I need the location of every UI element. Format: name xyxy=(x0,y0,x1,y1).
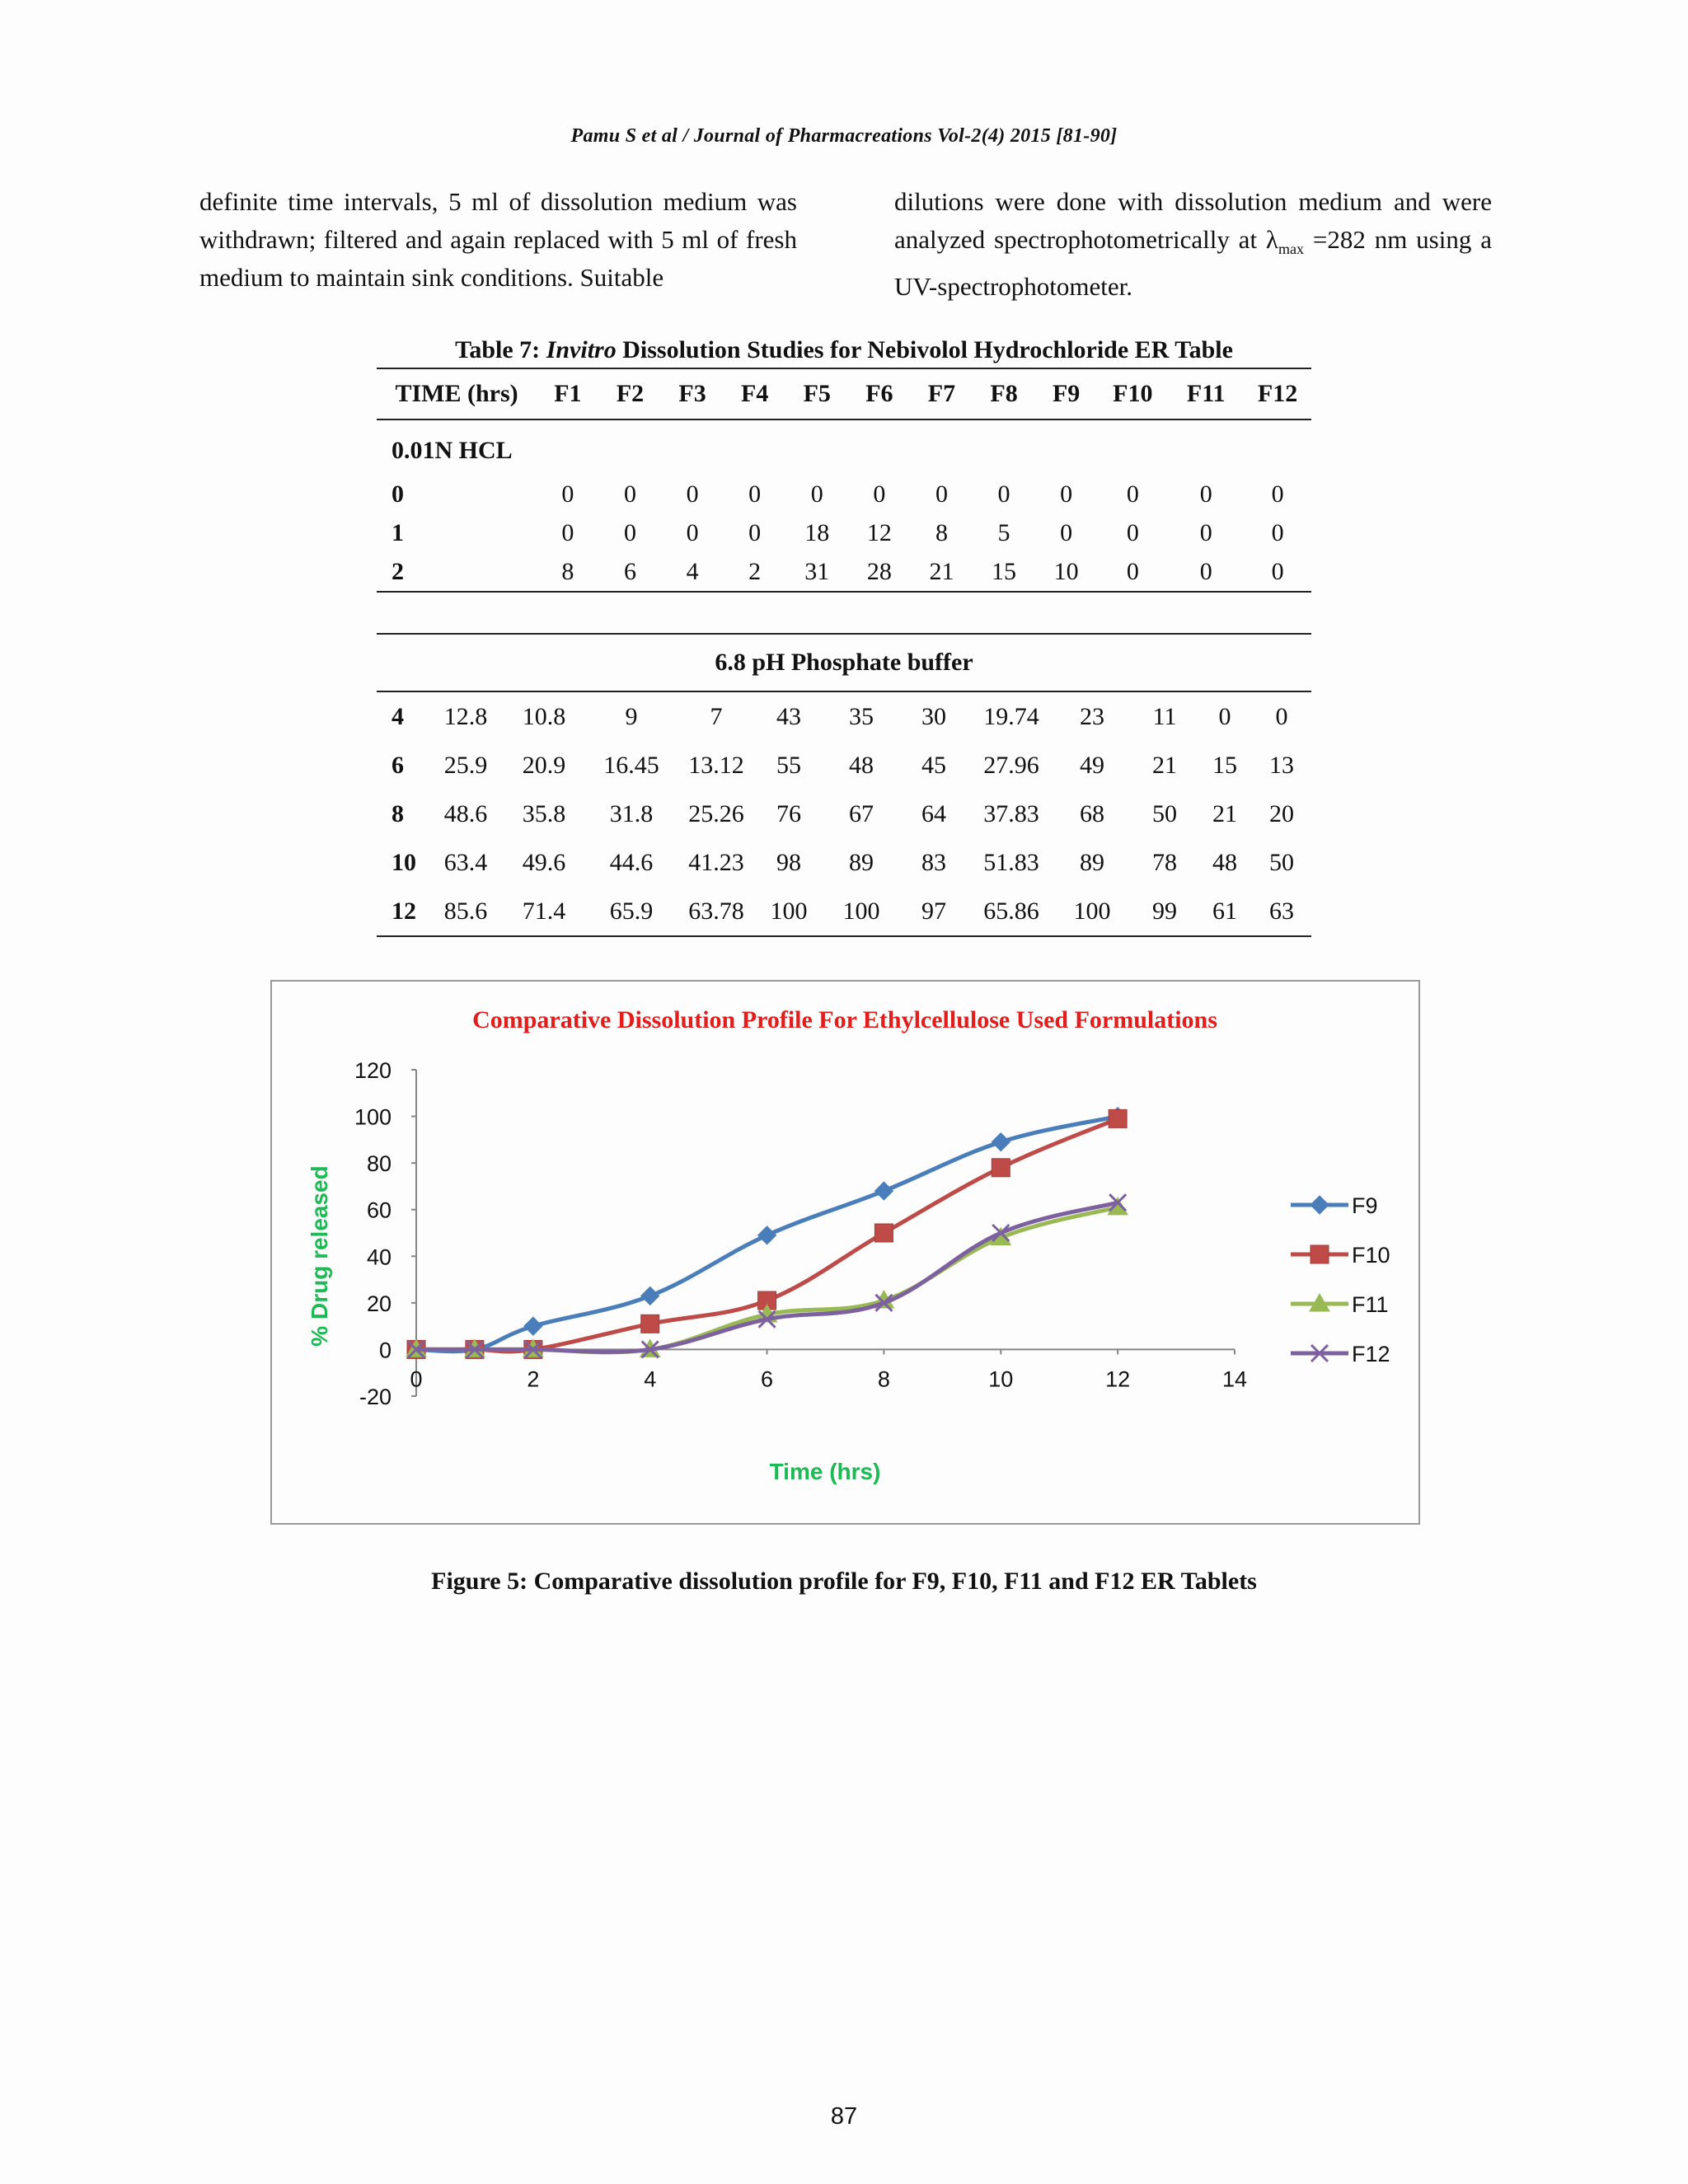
table-cell-value: 65.9 xyxy=(609,897,654,925)
y-tick-label: -20 xyxy=(359,1385,392,1409)
table-cell-value: 99 xyxy=(1152,897,1177,925)
table-cell-value: 0 xyxy=(1060,518,1073,546)
section-label-buffer: 6.8 pH Phosphate buffer xyxy=(377,634,1311,691)
chart-legend xyxy=(1291,1193,1390,1366)
table-header-f8: F8 xyxy=(973,368,1035,419)
table-cell-value: 67 xyxy=(849,799,874,827)
table-cell-value: 0 xyxy=(1271,518,1284,546)
table-cell-value: 15 xyxy=(1212,751,1237,779)
table-cell-value: 18 xyxy=(804,518,830,546)
legend-label-f12: F12 xyxy=(1352,1342,1390,1366)
x-tick-label: 8 xyxy=(877,1366,890,1392)
dissolution-line-chart xyxy=(272,982,1418,1523)
table-cell-value: 0 xyxy=(1218,702,1231,730)
x-tick-label: 6 xyxy=(761,1366,774,1392)
table-cell-value: 20.9 xyxy=(522,751,566,779)
table-row xyxy=(377,838,1311,887)
table-cell-value: 9 xyxy=(625,702,638,730)
chart-series-layer xyxy=(406,1108,1128,1359)
y-tick-label: 0 xyxy=(378,1338,392,1363)
data-point-f10 xyxy=(641,1315,659,1333)
table-cell-value: 44.6 xyxy=(609,848,654,876)
table-header-f10: F10 xyxy=(1097,368,1168,419)
y-tick-label: 60 xyxy=(366,1197,392,1223)
table-cell-value: 31 xyxy=(804,557,830,585)
legend-item-f12 xyxy=(1291,1342,1390,1366)
table-cell-value: 20 xyxy=(1269,799,1294,827)
table-cell-value: 0 xyxy=(997,480,1010,508)
table-cell-value: 6 xyxy=(623,557,636,585)
table-cell-value: 89 xyxy=(1080,848,1104,876)
legend-item-f10 xyxy=(1291,1243,1390,1268)
table-cell-value: 50 xyxy=(1152,799,1177,827)
table-cell-time: 4 xyxy=(392,702,404,730)
table-cell-value: 0 xyxy=(561,518,574,546)
table-title-rest: Dissolution Studies for Nebivolol Hydrochloride ER Table xyxy=(616,336,1233,363)
table-cell-value: 41.23 xyxy=(688,848,744,876)
table-cell-value: 25.26 xyxy=(688,799,744,827)
table-cell-value: 4 xyxy=(686,557,699,585)
table-cell-value: 55 xyxy=(776,751,801,779)
table-cell-value: 63 xyxy=(1269,897,1294,925)
lambda-max-subscript: max xyxy=(1278,241,1304,258)
table-cell-value: 78 xyxy=(1152,848,1177,876)
body-text-right-part2: =282 nm using a UV-spectrophotometer. xyxy=(894,225,1492,302)
table-cell-value: 68 xyxy=(1080,799,1104,827)
table-cell-value: 0 xyxy=(748,518,762,546)
table-cell-value: 11 xyxy=(1152,702,1177,730)
table-cell-value: 28 xyxy=(866,557,892,585)
table-cell-value: 21 xyxy=(929,557,954,585)
table-title-prefix: Table 7: xyxy=(455,336,546,363)
table-cell-value: 85.6 xyxy=(443,897,488,925)
table-cell-value: 21 xyxy=(1212,799,1237,827)
table-cell-value: 0 xyxy=(623,518,636,546)
x-tick-label: 2 xyxy=(527,1366,540,1392)
table-cell-value: 37.83 xyxy=(983,799,1039,827)
y-tick-label: 80 xyxy=(366,1151,392,1177)
x-tick-label: 14 xyxy=(1221,1366,1248,1392)
y-tick-label: 40 xyxy=(366,1244,392,1270)
legend-marker-f10 xyxy=(1311,1245,1329,1263)
body-paragraph-right xyxy=(894,183,1492,306)
table-cell-value: 12.8 xyxy=(443,702,488,730)
dissolution-table-buffer xyxy=(377,633,1311,937)
table-cell-value: 0 xyxy=(1126,480,1139,508)
legend-label-f11: F11 xyxy=(1352,1292,1389,1317)
table-header-f11: F11 xyxy=(1168,368,1244,419)
table-cell-value: 30 xyxy=(921,702,946,730)
table-header-f6: F6 xyxy=(848,368,911,419)
table-cell-value: 0 xyxy=(1060,480,1073,508)
table-cell-value: 65.86 xyxy=(983,897,1039,925)
table-cell-value: 89 xyxy=(849,848,874,876)
table-cell-value: 50 xyxy=(1269,848,1294,876)
y-axis-label: % Drug released xyxy=(307,1165,332,1347)
table-cell-value: 0 xyxy=(1126,518,1139,546)
table-cell-value: 63.4 xyxy=(443,848,488,876)
table-cell-value: 7 xyxy=(710,702,723,730)
table-cell-value: 5 xyxy=(997,518,1010,546)
table-cell-value: 0 xyxy=(1126,557,1139,585)
table-cell-value: 35.8 xyxy=(522,799,566,827)
table-cell-value: 0 xyxy=(1271,557,1284,585)
table-cell-value: 63.78 xyxy=(688,897,744,925)
table-cell-value: 0 xyxy=(1275,702,1288,730)
x-tick-label: 4 xyxy=(644,1366,657,1392)
table-cell-value: 49.6 xyxy=(522,848,566,876)
table-cell-value: 0 xyxy=(1199,480,1212,508)
table-cell-value: 31.8 xyxy=(609,799,654,827)
table-cell-value: 97 xyxy=(921,897,946,925)
table-cell-value: 49 xyxy=(1080,751,1104,779)
table-cell-time: 2 xyxy=(392,557,404,585)
section-label-acid: 0.01N HCL xyxy=(392,437,513,464)
data-point-f9 xyxy=(524,1317,542,1335)
table-cell-value: 43 xyxy=(776,702,801,730)
table-cell-value: 0 xyxy=(686,518,699,546)
table-cell-value: 0 xyxy=(1199,518,1212,546)
x-tick-label: 12 xyxy=(1105,1366,1131,1392)
table-cell-value: 23 xyxy=(1080,702,1104,730)
table-cell-value: 8 xyxy=(935,518,948,546)
table-cell-value: 100 xyxy=(1073,897,1111,925)
table-cell-value: 0 xyxy=(810,480,823,508)
table-cell-value: 35 xyxy=(849,702,874,730)
table-cell-value: 71.4 xyxy=(522,897,566,925)
x-tick-label: 10 xyxy=(988,1366,1014,1392)
table-header-time: TIME (hrs) xyxy=(377,368,537,419)
table-title xyxy=(0,336,1688,364)
data-point-f9 xyxy=(758,1226,776,1244)
data-point-f9 xyxy=(992,1133,1010,1151)
table-cell-value: 51.83 xyxy=(983,848,1039,876)
table-header-f9: F9 xyxy=(1035,368,1098,419)
table-cell-value: 13 xyxy=(1269,751,1294,779)
data-point-f10 xyxy=(874,1224,893,1242)
body-paragraph-left: definite time intervals, 5 ml of dissolution medium was withdrawn; filtered and again replaced with 5 ml of fresh medium to maintain sink conditions. Suitable xyxy=(199,187,797,292)
table-title-italic: Invitro xyxy=(546,336,617,363)
table-cell-time: 6 xyxy=(392,751,404,779)
body-text-right-column xyxy=(894,183,1492,306)
table-cell-value: 2 xyxy=(748,557,762,585)
legend-item-f11 xyxy=(1291,1292,1389,1317)
figure-caption: Figure 5: Comparative dissolution profile for F9, F10, F11 and F12 ER Tablets xyxy=(431,1568,1257,1595)
table-row xyxy=(377,741,1311,790)
table-cell-value: 0 xyxy=(623,480,636,508)
table-row xyxy=(377,790,1311,838)
table-cell-value: 0 xyxy=(1199,557,1212,585)
chart-title: Comparative Dissolution Profile For Ethylcellulose Used Formulations xyxy=(472,1006,1217,1033)
body-text-left-column xyxy=(199,183,797,297)
table-cell-value: 0 xyxy=(686,480,699,508)
table-cell-value: 13.12 xyxy=(688,751,744,779)
table-header-f3: F3 xyxy=(661,368,724,419)
table-row xyxy=(377,513,1311,552)
table-header-row xyxy=(377,368,1311,419)
table-cell-value: 0 xyxy=(748,480,762,508)
dissolution-chart-frame xyxy=(270,980,1420,1525)
journal-running-header: Pamu S et al / Journal of Pharmacreations Vol-2(4) 2015 [81-90] xyxy=(570,125,1118,147)
table-header-f5: F5 xyxy=(785,368,848,419)
section-row-buffer xyxy=(377,634,1311,691)
table-row xyxy=(377,887,1311,936)
legend-label-f10: F10 xyxy=(1352,1243,1390,1268)
table-cell-value: 48 xyxy=(1212,848,1237,876)
table-cell-value: 0 xyxy=(1271,480,1284,508)
x-axis-label: Time (hrs) xyxy=(769,1459,881,1484)
legend-label-f9: F9 xyxy=(1352,1193,1378,1218)
table-cell-value: 16.45 xyxy=(603,751,659,779)
table-cell-value: 48 xyxy=(849,751,874,779)
section-row-acid xyxy=(377,419,1311,475)
data-point-f9 xyxy=(874,1182,893,1200)
table-row xyxy=(377,475,1311,513)
table-cell-time: 12 xyxy=(392,897,416,925)
table-cell-time: 8 xyxy=(392,799,404,827)
table-cell-value: 12 xyxy=(866,518,892,546)
table-cell-value: 10.8 xyxy=(522,702,566,730)
y-tick-label: 20 xyxy=(366,1291,392,1316)
table-cell-value: 19.74 xyxy=(983,702,1039,730)
body-text-right-part1: dilutions were done with dissolution medium and were analyzed spectrophotometrically at λ xyxy=(894,187,1492,254)
table-row xyxy=(377,691,1311,741)
table-cell-value: 100 xyxy=(770,897,808,925)
table-header-f1: F1 xyxy=(537,368,599,419)
table-cell-value: 0 xyxy=(561,480,574,508)
table-cell-value: 15 xyxy=(992,557,1017,585)
table-header-f4: F4 xyxy=(724,368,786,419)
y-tick-label: 100 xyxy=(354,1104,392,1130)
page-number: 87 xyxy=(830,2103,858,2130)
table-cell-value: 98 xyxy=(776,848,801,876)
dissolution-table-acid xyxy=(377,368,1311,593)
legend-marker-f9 xyxy=(1311,1196,1329,1214)
table-header-f12: F12 xyxy=(1244,368,1311,419)
table-cell-time: 1 xyxy=(392,518,404,546)
legend-item-f9 xyxy=(1291,1193,1378,1218)
table-cell-time: 10 xyxy=(392,848,416,876)
table-cell-value: 0 xyxy=(935,480,948,508)
table-cell-value: 0 xyxy=(873,480,886,508)
table-cell-value: 64 xyxy=(921,799,946,827)
table-cell-value: 100 xyxy=(842,897,880,925)
data-point-f9 xyxy=(641,1286,659,1305)
table-cell-value: 83 xyxy=(921,848,946,876)
table-cell-value: 45 xyxy=(921,751,946,779)
y-tick-label: 120 xyxy=(354,1058,392,1083)
data-point-f10 xyxy=(992,1159,1010,1177)
table-cell-value: 48.6 xyxy=(443,799,488,827)
table-header-f2: F2 xyxy=(599,368,662,419)
table-cell-time: 0 xyxy=(392,480,404,508)
table-cell-value: 61 xyxy=(1212,897,1237,925)
table-header-f7: F7 xyxy=(911,368,973,419)
table-cell-value: 76 xyxy=(776,799,801,827)
x-tick-label: 0 xyxy=(410,1366,423,1392)
table-row xyxy=(377,552,1311,592)
data-point-f10 xyxy=(1109,1109,1127,1127)
table-cell-value: 8 xyxy=(561,557,574,585)
table-cell-value: 21 xyxy=(1152,751,1177,779)
table-cell-value: 10 xyxy=(1053,557,1079,585)
table-cell-value: 27.96 xyxy=(983,751,1039,779)
table-cell-value: 25.9 xyxy=(443,751,488,779)
